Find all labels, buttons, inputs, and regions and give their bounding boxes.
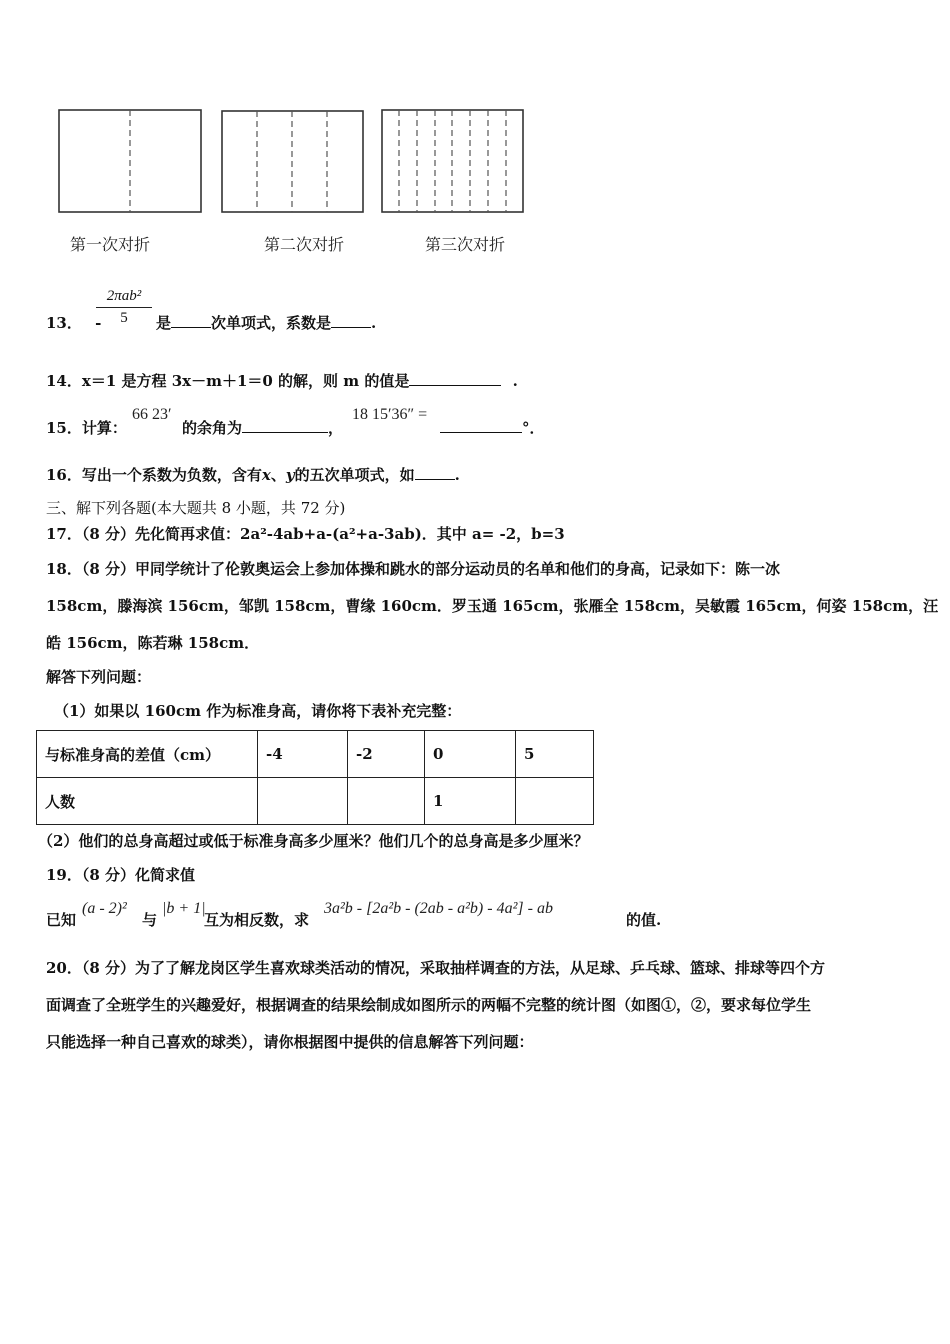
q13-sign: - (95, 314, 102, 332)
table-header-cell: 与标准身高的差值（cm） (37, 731, 258, 778)
q15-tail (440, 417, 545, 438)
q15-angle2: 18 15′36″ = (352, 406, 428, 423)
question-17: 17．（8 分）先化简再求值：2a²-4ab+a-(a²+a-3ab)．其中 a= -2，b=3 (46, 525, 565, 543)
question-15 (46, 417, 127, 438)
q15-blank-complement[interactable] (242, 418, 328, 433)
third-fold-caption: 第三次对折 (425, 235, 506, 254)
q15-number: 15．计算： (46, 419, 127, 437)
q15-end: °． (522, 419, 545, 437)
q20-line-3: 只能选择一种自己喜欢的球类），请你根据图中提供的信息解答下列问题： (46, 1033, 534, 1051)
second-fold-caption: 第二次对折 (264, 235, 345, 254)
q13-number: 13． (46, 314, 82, 332)
table-input-cell[interactable] (348, 778, 425, 825)
q13-text-a: 是 (156, 314, 172, 332)
q16-sep: 、 (270, 466, 286, 484)
q13-fraction (96, 288, 152, 327)
q16-var-y: y (285, 466, 295, 484)
question-13 (46, 312, 101, 333)
q13-text-b: 次单项式，系数是 (211, 314, 332, 332)
q19-expr2: |b + 1| (162, 900, 206, 917)
q16-text-b: 的五次单项式，如 (294, 466, 415, 484)
q20-line-2: 面调查了全班学生的兴趣爱好，根据调查的结果绘制成如图所示的两幅不完整的统计图（如图①，②，要求每位学生 (46, 996, 812, 1014)
q16-blank[interactable] (415, 465, 455, 480)
q13-numerator: 2πab² (96, 288, 152, 308)
section-3-title: 三、解下列各题(本大题共 8 小题，共 72 分) (46, 499, 346, 517)
table-header-cell: 人数 (37, 778, 258, 825)
q13-text (156, 312, 376, 333)
table-cell: 1 (425, 778, 516, 825)
table-row (37, 778, 594, 825)
q16-text-a: 16．写出一个系数为负数，含有 (46, 466, 262, 484)
q13-blank-degree[interactable] (171, 313, 211, 328)
q18-prompt: 解答下列问题： (46, 668, 152, 686)
q13-denominator: 5 (120, 310, 128, 326)
q19-value: 的值. (626, 911, 662, 929)
q13-blank-coefficient[interactable] (331, 313, 371, 328)
first-fold-caption: 第一次对折 (70, 235, 151, 254)
q19-expr3: 3a²b - [2a²b - (2ab - a²b) - 4a²] - ab (324, 900, 553, 917)
q15-blank-degrees[interactable] (440, 418, 522, 433)
q14-text: 14．x＝1 是方程 3x－m＋1＝0 的解，则 m 的值是 (46, 372, 410, 390)
q14-end: . (512, 372, 518, 390)
table-cell: 0 (425, 731, 516, 778)
q13-end: . (371, 314, 377, 332)
q18-line-3: 皓 156cm，陈若琳 158cm． (46, 634, 260, 652)
q20-line-1: 20．（8 分）为了了解龙岗区学生喜欢球类活动的情况，采取抽样调查的方法，从足球、乒乓球、篮球、排球等四个方 (46, 959, 826, 977)
table-input-cell[interactable] (258, 778, 348, 825)
q19-title: 19．（8 分）化简求值 (46, 866, 196, 884)
q19-with: 与 (142, 911, 158, 929)
question-16 (46, 464, 460, 485)
q16-end: . (454, 466, 460, 484)
q15-text (182, 417, 343, 438)
q18-line-1: 18．（8 分）甲同学统计了伦敦奥运会上参加体操和跳水的部分运动员的名单和他们的身高，记录如下：陈一冰 (46, 560, 781, 578)
q19-known: 已知 (46, 911, 77, 929)
q16-var-x: x (261, 466, 271, 484)
table-row (37, 731, 594, 778)
q14-blank[interactable] (409, 371, 501, 386)
q18-line-2: 158cm，滕海滨 156cm，邹凯 158cm，曹缘 160cm．罗玉通 165cm，张雁全 158cm，吴敏霞 165cm，何姿 158cm，汪 (46, 597, 939, 615)
table-cell: -2 (348, 731, 425, 778)
q15-angle1: 66 23′ (132, 406, 172, 423)
q18-part-2: （2）他们的总身高超过或低于标准身高多少厘米？他们几个的总身高是多少厘米？ (38, 832, 589, 850)
q19-opposite: 互为相反数，求 (204, 911, 310, 929)
height-difference-table (36, 730, 594, 825)
table-input-cell[interactable] (516, 778, 594, 825)
question-14 (46, 370, 518, 391)
q18-part-1: （1）如果以 160cm 作为标准身高，请你将下表补充完整： (54, 702, 462, 720)
third-fold-figure (380, 108, 526, 214)
table-cell: -4 (258, 731, 348, 778)
first-fold-figure (58, 108, 204, 214)
q19-expr1: (a - 2)² (82, 900, 127, 917)
q15-comma: ， (328, 419, 344, 437)
q15-text-a: 的余角为 (182, 419, 243, 437)
table-cell: 5 (516, 731, 594, 778)
second-fold-figure (220, 108, 366, 214)
